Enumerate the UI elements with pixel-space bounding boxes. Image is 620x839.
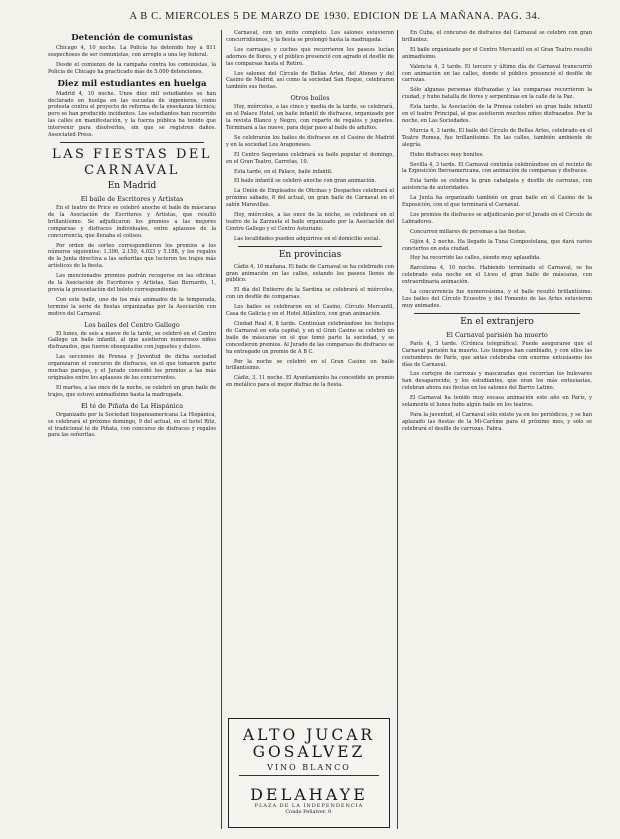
article-paragraph: Los bailes se celebraron en el Casino, Círculo Mercantil, Casa de Galicia y en el Hotel Atlántico, con gran animación. bbox=[226, 304, 394, 318]
article-paragraph: Cádiz 4, 10 mañana. El baile de Carnaval se ha celebrado con gran animación en las calles, estando los paseos llenos de público. bbox=[226, 263, 394, 284]
article-paragraph: El día del Entierro de la Sardina se celebrará el miércoles, con un desfile de comparsas. bbox=[226, 287, 394, 301]
article-paragraph: La Unión de Empleados de Oficinas y Despachos celebrará el próximo sábado, 8 del actual, un gran baile de Carnaval en el salón Maravillas. bbox=[226, 188, 394, 209]
article-paragraph: Por la noche se celebró en el Gran Casino un baile brillantísimo. bbox=[226, 358, 394, 372]
section-subtitle: En Madrid bbox=[107, 180, 157, 191]
article-paragraph: La Junta ha organizado también un gran baile en el Casino de la Exposición, con el que terminará el Carnaval. bbox=[402, 195, 592, 209]
separator bbox=[60, 142, 204, 143]
headline-extranjero: En el extranjero bbox=[460, 316, 534, 327]
headline-otros-bailes: Otros bailes bbox=[290, 94, 330, 103]
article-paragraph: El Centro Segoviano celebrará su baile popular el domingo, en el Gran Teatro, Carretas, 10. bbox=[226, 151, 394, 165]
headline-pinata: El té de Piñata de La Hispánica bbox=[80, 401, 184, 410]
article-paragraph: Hoy, miércoles, a las cinco y media de la tarde, se celebrará, en el Palace Hotel, un baile infantil de disfraces, organizado por la revista Blanco y Negro, con reparto de regalos y juguetes. Terminará a las nueve, para dejar paso al baile de adultos. bbox=[226, 104, 394, 131]
article-paragraph: Gijón 4, 2 noche. Ha llegado la Tuna Compostelana, que dará varios conciertos en esta ciudad. bbox=[402, 238, 592, 252]
advertisement-box bbox=[228, 718, 390, 828]
article-paragraph: El baile organizado por el Centro Mercantil en el Gran Teatro resultó animadísimo. bbox=[402, 46, 592, 60]
article-paragraph: Los mencionados premios podrán recogerse en las oficinas de la Asociación de Escritores y Artistas, San Bernardo, 1, previa la presentación del boleto correspondiente. bbox=[48, 273, 216, 293]
headline-provincias: En provincias bbox=[278, 249, 342, 260]
article-paragraph: Cádiz, 3, 11 noche. El Ayuntamiento ha concedido un premio en metálico para el mejor disfraz de la fiesta. bbox=[226, 375, 394, 389]
article-paragraph: Carnaval, con un éxito completo. Los salones estuvieron concurridísimos, y la fiesta se prolongó hasta la madrugada. bbox=[226, 30, 394, 43]
article-paragraph: El baile infantil se celebró anoche con gran animación. bbox=[234, 178, 377, 185]
article-paragraph: Sólo algunas personas disfrazadas y las comparsas recorrieron la ciudad, y hubo batalla de flores y serpentinas en la calle de la Paz. bbox=[402, 87, 592, 101]
article-paragraph: Por orden de sorteo correspondieron los premios a los números siguientes: 1.396, 2.150, 4.023 y 5.188, y los regalos de la Junta directiva a las señoritas que lucieron los trajes más artísticos de la fiesta. bbox=[48, 242, 216, 270]
article-paragraph: Con este baile, uno de los más animados de la temporada, terminó la serie de fiestas organizadas por la Asociación con motivo del Carnaval. bbox=[48, 296, 216, 317]
ad-divider bbox=[239, 775, 379, 776]
ad-line-street: Conde Peñalver, 9. bbox=[285, 809, 333, 815]
article-paragraph: El Carnaval ha tenido muy escasa animación este año en París, y solamente el lunes hubo algún baile en los teatros. bbox=[402, 395, 592, 409]
article-paragraph: El martes, a las once de la noche, se celebró un gran baile de trajes, que estuvo animadísimo hasta la madrugada. bbox=[48, 384, 216, 398]
column-1 bbox=[48, 30, 216, 833]
ad-line-product: VINO BLANCO bbox=[267, 763, 351, 772]
column-rule bbox=[221, 30, 222, 829]
column-2 bbox=[226, 30, 394, 833]
article-paragraph: Organizado por la Sociedad hispanoamericana La Hispánica, se celebrará el próximo domingo, 9 del actual, en el hotel Ritz, el tradicional té de Piñata, con concurso de disfraces y regalos para las señoritas. bbox=[48, 411, 216, 439]
article-paragraph: En el teatro de Price se celebró anoche el baile de máscaras de la Asociación de Escritores y Artistas, que resultó brillantísimo. Se adjudicaron los premios a las mejores comparsas y disfraces individuales, entre aplausos de la concurrencia, que llenaba el coliseo. bbox=[48, 204, 216, 239]
column-3 bbox=[402, 30, 592, 833]
section-title: LAS FIESTAS DEL CARNAVAL bbox=[51, 146, 213, 178]
article-paragraph: Concurren millares de personas a las fiestas. bbox=[410, 228, 527, 235]
separator bbox=[414, 313, 580, 314]
column-rule bbox=[397, 30, 398, 829]
article-paragraph: En Cuba, el concurso de disfraces del Carnaval se celebró con gran brillantez. bbox=[402, 30, 592, 43]
article-paragraph: Los premios de disfraces se adjudicarán por el Jurado en el Círculo de Labradores. bbox=[402, 211, 592, 225]
article-paragraph: Las secciones de Prensa y Juventud de dicha sociedad organizaron el concurso de disfraces, en el que tomaron parte muchas parejas, y el Jurado concedió los premios a las más originales entre los aplausos de los concurrentes. bbox=[48, 354, 216, 381]
subheadline-paris: El Carnaval parisién ha muerto bbox=[446, 330, 548, 339]
article-paragraph: Hubo disfraces muy bonitos. bbox=[410, 151, 484, 158]
article-paragraph: Esta tarde, en el Palace, baile infantil. bbox=[234, 168, 333, 175]
article-paragraph: Sevilla 4, 3 tarde. El Carnaval continúa celebrándose en el recinto de la Exposición Iberoamericana, con animación de comparsas y disfraces. bbox=[402, 161, 592, 175]
article-paragraph: Barcelona 4, 10 noche. Habiendo terminado el Carnaval, se ha celebrado esta noche en el Liceo el gran baile de máscaras, con extraordinaria animación. bbox=[402, 265, 592, 286]
headline-diez-mil: Diez mil estudiantes en huelga bbox=[57, 78, 207, 89]
article-paragraph: Esta tarde, la Asociación de la Prensa celebró un gran baile infantil en el teatro Principal, al que asistieron muchos niños disfrazados. Por la noche, en Las Sociedades. bbox=[402, 104, 592, 124]
article-paragraph: Para la juventud, el Carnaval sólo existe ya en los periódicos, y se han aplazado las fiestas de la Mi-Carême para el próximo mes, y sólo se celebrará el desfile de carrozas. Fabra. bbox=[402, 411, 592, 432]
article-paragraph: Se celebrarán los bailes de disfraces en el Casino de Madrid y en la sociedad Los Aragoneses. bbox=[226, 134, 394, 148]
separator bbox=[238, 246, 382, 247]
article-paragraph: Hoy ha recorrido las calles, siendo muy aplaudida. bbox=[410, 255, 541, 262]
headline-detencion: Detención de comunistas bbox=[71, 33, 193, 43]
article-paragraph: Madrid 4, 10 noche. Unos diez mil estudiantes se han declarado en huelga en las escuelas de ingenieros, como protesta contra el proyecto de reforma de la enseñanza técnica; pero se han producido incidentes. Los estudiantes han recorrido las calles en manifestación, y la fuerza pública ha tenido que intervenir para disolverlos, sin que se registren daños. Associated Press. bbox=[48, 90, 216, 139]
headline-gallego: Los bailes del Centro Gallego bbox=[84, 320, 180, 329]
ad-line-name: GOSALVEZ bbox=[252, 743, 366, 761]
article-paragraph: Murcia 4, 3 tarde. El baile del Círculo de Bellas Artes, celebrado en el Teatro Romea, fue brillantísimo. En las calles, también ambiente de alegría. bbox=[402, 127, 592, 148]
page-header: A B C. MIERCOLES 5 DE MARZO DE 1930. EDICION DE LA MAÑANA. PAG. 34. bbox=[129, 10, 541, 22]
article-paragraph: La concurrencia fue numerosísima, y el baile resultó brillantísimo. Los bailes del Círculo Ecuestre y del Fomento de las Artes estuvieron muy animados. bbox=[402, 289, 592, 309]
article-paragraph: Los carruajes y coches que recorrieron los paseos lucían adornos de flores, y el público presenció con agrado el desfile de las comparsas hasta el Retiro. bbox=[226, 46, 394, 67]
article-paragraph: Ciudad Real 4, 8 tarde. Continúan celebrándose los festejos de Carnaval en esta capital, y en el Gran Casino se celebró un baile de máscaras en el que tomó parte la sociedad, y se concedieron premios. Al Jurado de las comparsas de disfraces se ha entregado un premio de A B C. bbox=[226, 321, 394, 355]
article-paragraph: Desde el comienzo de la campaña contra los comunistas, la Policía de Chicago ha practicado más de 5.000 detenciones. bbox=[48, 61, 216, 75]
article-paragraph: París 4, 3 tarde. (Crónica telegráfica). Puede asegurarse que el Carnaval parisién ha muerto. Los tiempos han cambiado, y con ellos las costumbres de París, que antes celebraba con enorme entusiasmo los días de Carnaval. bbox=[402, 340, 592, 368]
headline-baile: El baile de Escritores y Artistas bbox=[80, 194, 184, 203]
article-paragraph: Valencia 4, 3 tarde. El tercero y último día de Carnaval transcurrió con animación en las calles, donde el público presenció el desfile de carrozas. bbox=[402, 63, 592, 84]
article-paragraph: Chicago 4, 10 noche. La Policía ha detenido hoy a 811 sospechosos de ser comunistas, con arreglo a una ley federal. bbox=[48, 45, 216, 58]
article-paragraph: Las localidades pueden adquirirse en el domicilio social. bbox=[234, 235, 381, 242]
article-paragraph: El lunes, de seis a nueve de la tarde, se celebró en el Centro Gallego un baile infantil, al que asistieron numerosos niños disfrazados, que fueron obsequiados con juguetes y dulces. bbox=[48, 330, 216, 351]
ad-line-company: DELAHAYE bbox=[250, 785, 368, 804]
article-paragraph: Hoy, miércoles, a las once de la noche, se celebrará en el teatro de la Zarzuela el baile organizado por la Asociación del Centro Gallego y el Centro Asturiano. bbox=[226, 212, 394, 232]
ad-line-address: PLAZA DE LA INDEPENDENCIA bbox=[254, 803, 364, 809]
article-paragraph: Los cortejos de carrozas y mascaradas que recorrían los bulevares han desaparecido, y los estudiantes, que eran los más entusiastas, celebran ahora sus fiestas en los salones del Barrio Latino. bbox=[402, 371, 592, 392]
article-paragraph: Esta tarde se celebra la gran cabalgata y desfile de carrozas, con asistencia de autoridades. bbox=[402, 178, 592, 192]
ad-line-brand: ALTO JUCAR bbox=[242, 726, 376, 744]
article-paragraph: Los salones del Círculo de Bellas Artes, del Ateneo y del Casino de Madrid, así como la sociedad San Roque, celebraron también sus fiestas. bbox=[226, 70, 394, 91]
